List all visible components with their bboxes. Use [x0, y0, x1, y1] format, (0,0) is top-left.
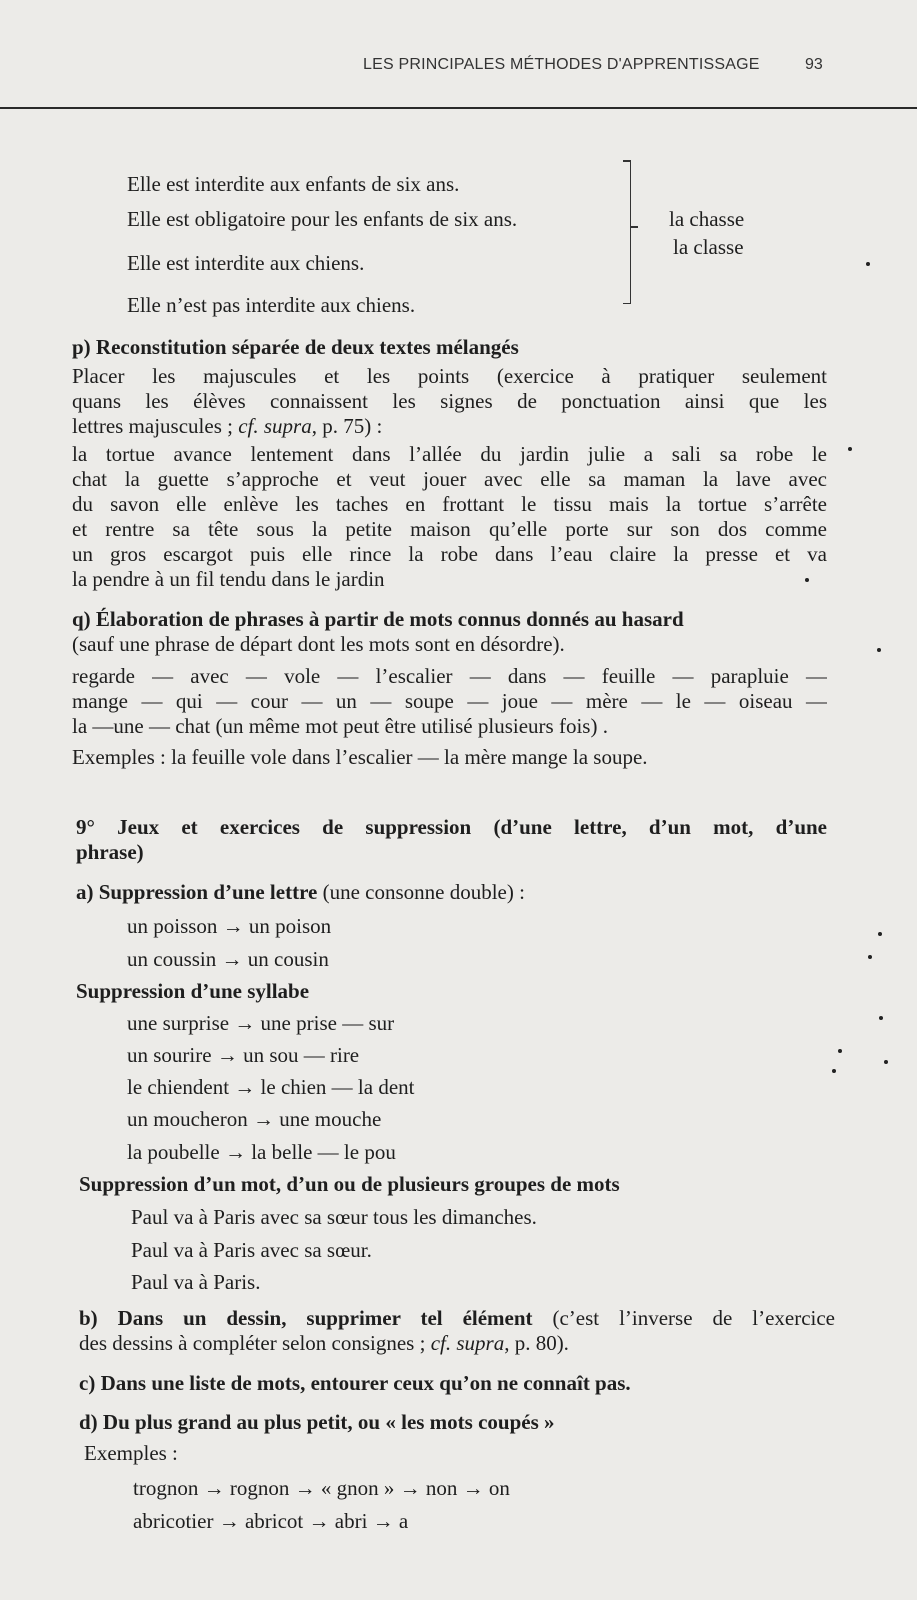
example-line: un poisson → un poison	[127, 914, 332, 938]
intro-sentence: Elle est interdite aux enfants de six ans.	[127, 172, 460, 196]
curly-brace	[630, 160, 639, 304]
scan-speck	[805, 578, 809, 582]
example-line: une surprise → une prise — sur	[127, 1011, 395, 1035]
instruction-line: lettres majuscules ; cf. supra, p. 75) :	[72, 414, 383, 438]
example-line: Paul va à Paris avec sa sœur.	[131, 1238, 372, 1262]
text-line: chat la guette s’approche et veut jouer avec elle sa maman la lave avec	[72, 467, 827, 491]
word-line: mange — qui — cour — un — soupe — joue — mère — le — oiseau —	[72, 689, 827, 713]
subsection-d-heading: d) Du plus grand au plus petit, ou « les mots coupés »	[79, 1410, 555, 1434]
cross-reference: cf. supra	[430, 1331, 505, 1355]
example-line: trognon → rognon → « gnon » → non → on	[133, 1476, 510, 1500]
subsection-b-heading: b) Dans un dessin, supprimer tel élément	[79, 1306, 533, 1330]
scan-speck	[878, 932, 882, 936]
example-line: un coussin → un cousin	[127, 947, 329, 971]
header-title: LES PRINCIPALES MÉTHODES D'APPRENTISSAGE	[363, 56, 760, 73]
instruction-line: quans les élèves connaissent les signes de ponctuation ainsi que les	[72, 389, 827, 413]
examples-label: Exemples :	[84, 1441, 178, 1465]
intro-sentence: Elle est obligatoire pour les enfants de six ans.	[127, 207, 518, 231]
subsection-a-note: (une consonne double) :	[317, 880, 525, 904]
text-line: un gros escargot puis elle rince la robe dans l’eau claire la presse et va	[72, 542, 827, 566]
example-line: Paul va à Paris avec sa sœur tous les dimanches.	[131, 1205, 537, 1229]
text-line: la tortue avance lentement dans l’allée du jardin julie a sali sa robe le	[72, 442, 827, 466]
subsection-b: b) Dans un dessin, supprimer tel élément (c’est l’inverse de l’exercice des dessins à compléter selon consignes ; cf. supra, p. 80).	[79, 1306, 835, 1355]
section-q-word-list	[72, 664, 827, 739]
example-line: abricotier → abricot → abri → a	[133, 1509, 409, 1533]
word-line: regarde — avec — vole — l’escalier — dans — feuille — parapluie —	[72, 664, 827, 688]
scan-speck	[866, 262, 870, 266]
section-q-example: Exemples : la feuille vole dans l’escalier — la mère mange la soupe.	[72, 745, 648, 769]
brace-option: la chasse	[669, 207, 745, 231]
subsection-b-note: (c’est l’inverse de l’exercice	[532, 1306, 835, 1330]
scan-speck	[838, 1049, 842, 1053]
section-q-heading: q) Élaboration de phrases à partir de mots connus donnés au hasard	[72, 607, 684, 631]
text-line: du savon elle enlève les taches en frottant le tissu mais la tortue s’arrête	[72, 492, 827, 516]
intro-sentence: Elle est interdite aux chiens.	[127, 251, 365, 275]
example-line: Paul va à Paris.	[131, 1270, 261, 1294]
text-line: la pendre à un fil tendu dans le jardin	[72, 567, 385, 591]
syllable-heading: Suppression d’une syllabe	[76, 979, 310, 1003]
brace-option: la classe	[673, 235, 744, 259]
scan-speck	[884, 1060, 888, 1064]
word-suppression-heading: Suppression d’un mot, d’un ou de plusieurs groupes de mots	[79, 1172, 620, 1196]
section-q-subline: (sauf une phrase de départ dont les mots sont en désordre).	[72, 632, 565, 656]
text-line: et rentre sa tête sous la petite maison qu’elle porte sur son dos comme	[72, 517, 827, 541]
section-p-instruction	[72, 364, 827, 439]
scan-speck	[832, 1069, 836, 1073]
word-line: la —une — chat (un même mot peut être utilisé plusieurs fois) .	[72, 714, 608, 738]
scan-speck	[868, 955, 872, 959]
example-line: un sourire → un sou — rire	[127, 1043, 360, 1067]
example-line: un moucheron → une mouche	[127, 1107, 382, 1131]
example-line: la poubelle → la belle — le pou	[127, 1140, 396, 1164]
intro-sentence: Elle n’est pas interdite aux chiens.	[127, 293, 416, 317]
instruction-line: Placer les majuscules et les points (exercice à pratiquer seulement	[72, 364, 827, 388]
subsection-c-heading: c) Dans une liste de mots, entourer ceux qu’on ne connaît pas.	[79, 1371, 631, 1395]
scan-speck	[848, 447, 852, 451]
section-p-heading: p) Reconstitution séparée de deux textes mélangés	[72, 335, 519, 359]
scan-speck	[879, 1016, 883, 1020]
section-9-heading: 9° Jeux et exercices de suppression (d’une lettre, d’un mot, d’une phrase)	[76, 815, 827, 864]
scan-speck	[877, 648, 881, 652]
section-p-mixed-text	[72, 442, 827, 592]
subsection-a-heading: a) Suppression d’une lettre	[76, 880, 318, 904]
page-number: 93	[805, 56, 823, 73]
cross-reference: cf. supra	[238, 414, 312, 438]
subsection-a	[76, 879, 525, 905]
example-line: le chiendent → le chien — la dent	[127, 1075, 415, 1099]
